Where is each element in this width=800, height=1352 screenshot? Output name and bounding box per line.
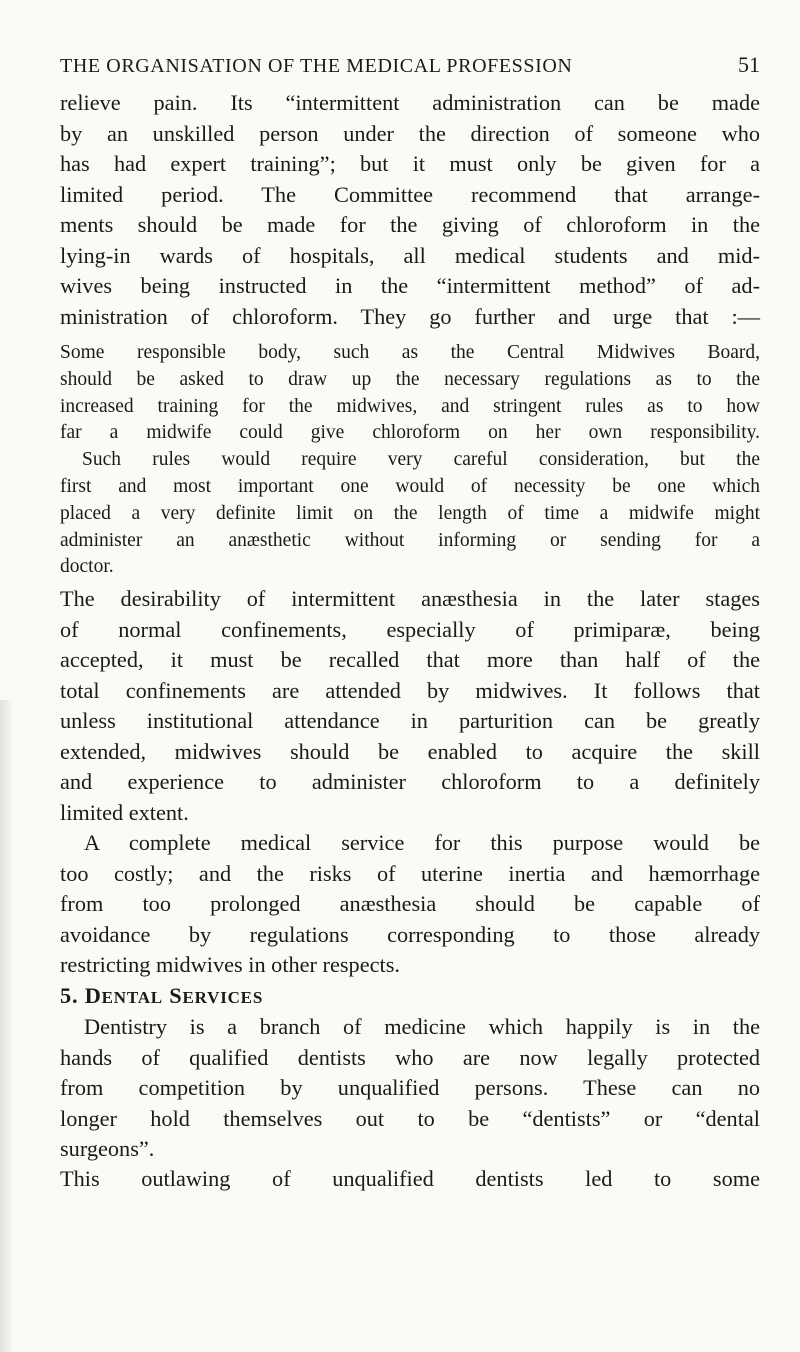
text-line: wives being instructed in the “intermittent method” of ad- — [60, 273, 760, 298]
text-line: ministration of chloroform. They go further and urge that :— — [60, 303, 760, 329]
quote-line: administer an anæsthetic without informing or sending for a — [60, 529, 760, 551]
text-line: avoidance by regulations corresponding to those already — [60, 921, 760, 947]
text-line: and experience to administer chloroform to a definitely — [60, 769, 760, 794]
text-line: limited period. The Committee recommend that arrange- — [60, 181, 760, 207]
running-title: THE ORGANISATION OF THE MEDICAL PROFESSION — [60, 55, 573, 77]
text-line: restricting midwives in other respects. — [60, 952, 400, 977]
text-line: The desirability of intermittent anæsthesia in the later stages — [60, 586, 760, 611]
section-heading — [60, 983, 263, 1009]
text-line: has had expert training”; but it must only be given for a — [60, 151, 760, 176]
text-line: by an unskilled person under the direction of someone who — [60, 120, 760, 146]
paragraph-2 — [60, 584, 760, 828]
quote-line: Some responsible body, such as the Central Midwives Board, — [60, 342, 760, 363]
section-title-initial-s: S — [169, 983, 183, 1008]
text-line: longer hold themselves out to be “dentists” or “dental — [60, 1105, 760, 1131]
section-number: 5. — [60, 983, 79, 1008]
text-line: too costly; and the risks of uterine inertia and hæmorrhage — [60, 860, 760, 886]
section-title-initial-d: D — [84, 983, 102, 1008]
text-line: total confinements are attended by midwives. It follows that — [60, 677, 760, 703]
quote-line: placed a very definite limit on the length of time a midwife might — [60, 502, 760, 524]
block-quote — [60, 340, 760, 581]
quote-line: increased training for the midwives, and stringent rules as to how — [60, 395, 760, 417]
text-line: Dentistry is a branch of medicine which happily is in the — [84, 1014, 760, 1039]
quote-line: doctor. — [60, 556, 114, 578]
text-line: This outlawing of unqualified dentists led to some — [60, 1166, 760, 1191]
quote-line: far a midwife could give chloroform on her own responsibility. — [60, 422, 760, 444]
page-number: 51 — [738, 52, 760, 77]
text-line: limited extent. — [60, 799, 189, 825]
text-line: extended, midwives should be enabled to acquire the skill — [60, 738, 760, 764]
quote-line: should be asked to draw up the necessary regulations as to the — [60, 368, 760, 390]
page-edge-shadow — [0, 700, 14, 1352]
text-line: accepted, it must be recalled that more than half of the — [60, 647, 760, 672]
quote-line: Such rules would require very careful consideration, but the — [82, 449, 760, 471]
paragraph-1 — [60, 88, 760, 332]
text-line: relieve pain. Its “intermittent administration can be made — [60, 90, 760, 115]
text-line: of normal confinements, especially of primiparæ, being — [60, 616, 760, 642]
text-line: hands of qualified dentists who are now legally protected — [60, 1044, 760, 1070]
running-head — [60, 52, 760, 82]
text-line: from competition by unqualified persons. These can no — [60, 1075, 760, 1100]
paragraph-5 — [60, 1164, 760, 1195]
paragraph-4 — [60, 1012, 760, 1165]
quote-line: first and most important one would of necessity be one which — [60, 475, 760, 497]
paragraph-3 — [60, 828, 760, 981]
text-line: surgeons”. — [60, 1136, 155, 1161]
text-line: ments should be made for the giving of chloroform in the — [60, 212, 760, 237]
section-title-rest-1: ENTAL — [101, 988, 163, 1007]
text-line: lying-in wards of hospitals, all medical students and mid- — [60, 242, 760, 268]
text-line: from too prolonged anæsthesia should be capable of — [60, 891, 760, 916]
text-line: unless institutional attendance in parturition can be greatly — [60, 708, 760, 733]
text-line: A complete medical service for this purpose would be — [84, 830, 760, 855]
section-title-rest-2: ERVICES — [182, 988, 264, 1007]
